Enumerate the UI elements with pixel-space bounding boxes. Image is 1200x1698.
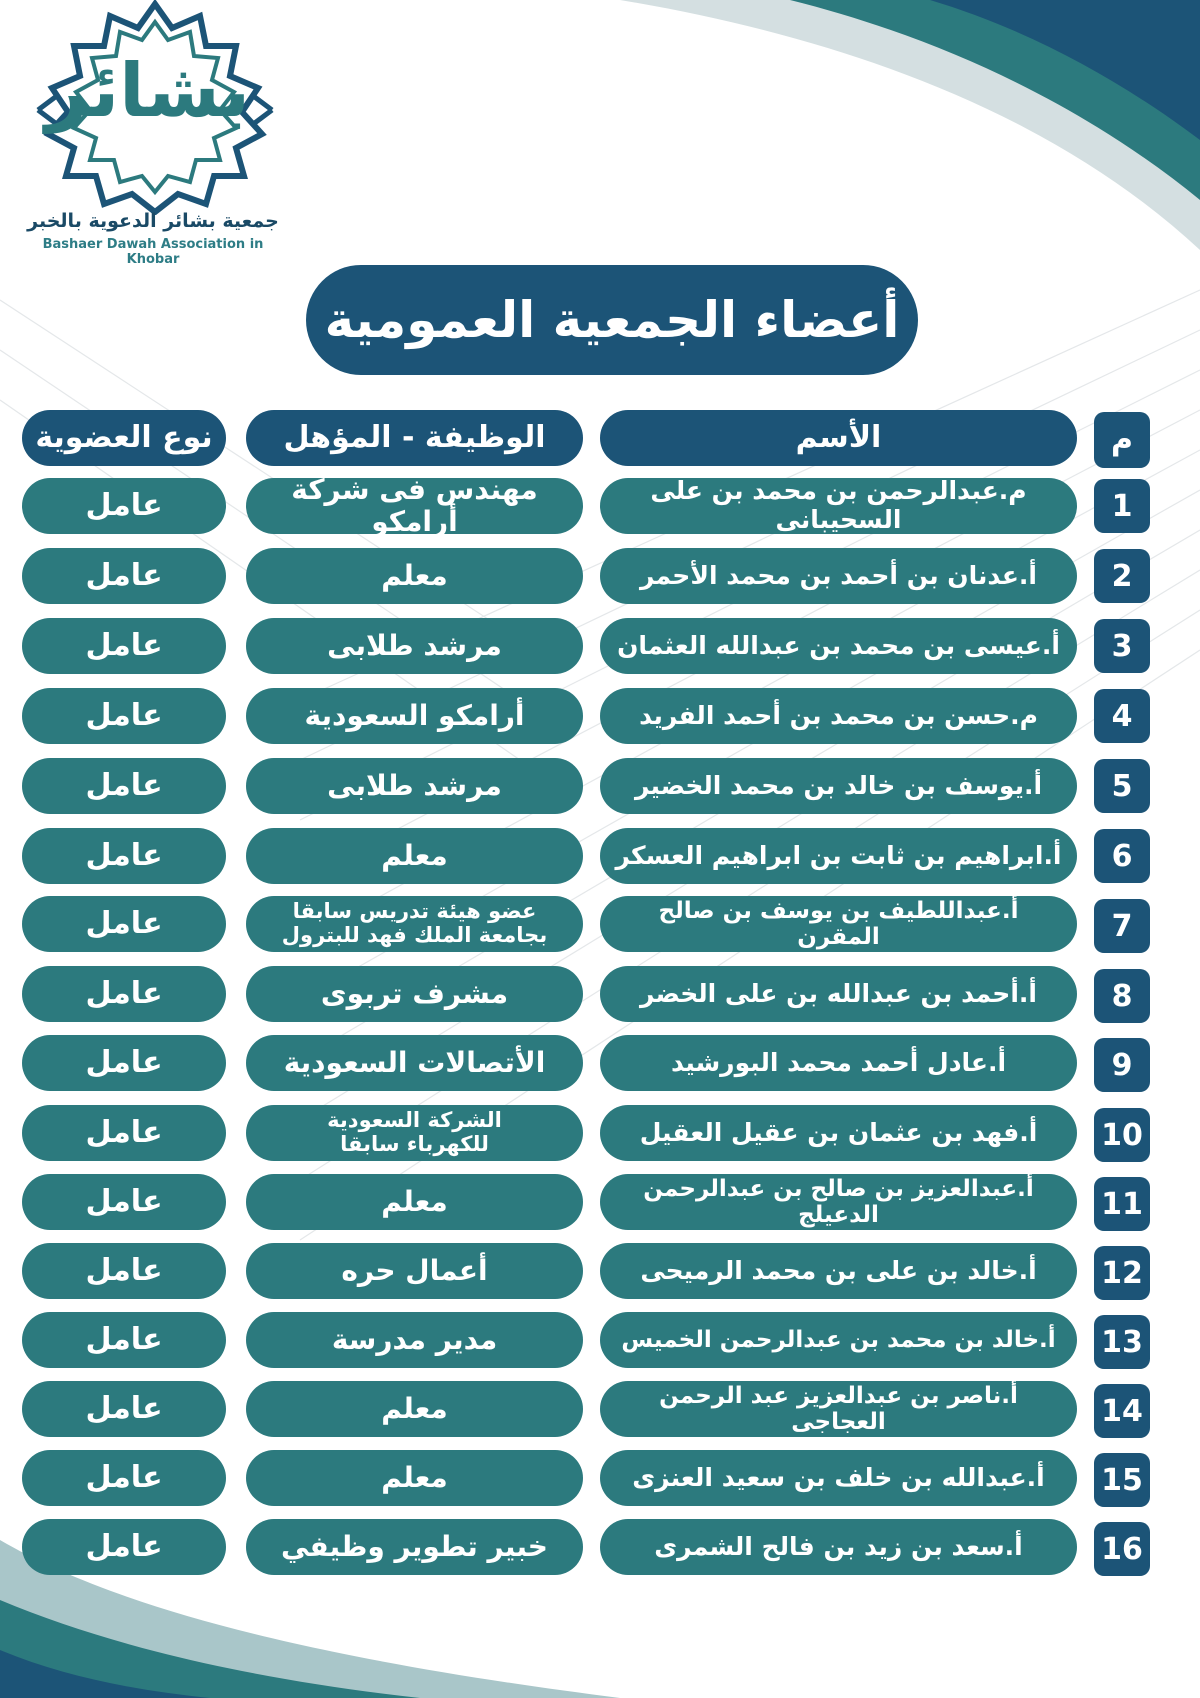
membership-type: عامل xyxy=(22,1519,226,1575)
header-index: م xyxy=(1094,412,1150,468)
membership-type: عامل xyxy=(22,618,226,674)
row-number: 13 xyxy=(1094,1315,1150,1369)
membership-type: عامل xyxy=(22,896,226,952)
member-job: أعمال حره xyxy=(246,1243,583,1299)
member-name: أ.فهد بن عثمان بن عقيل العقيل xyxy=(600,1105,1077,1161)
membership-type: عامل xyxy=(22,478,226,534)
member-job: معلم xyxy=(246,828,583,884)
row-number: 16 xyxy=(1094,1522,1150,1576)
member-job: مهندس فى شركة أرامكو xyxy=(246,478,583,534)
membership-type: عامل xyxy=(22,1381,226,1437)
member-name: أ.خالد بن على بن محمد الرميحى xyxy=(600,1243,1077,1299)
membership-type: عامل xyxy=(22,828,226,884)
member-name: أ.سعد بن زيد بن فالح الشمرى xyxy=(600,1519,1077,1575)
membership-type: عامل xyxy=(22,1174,226,1230)
member-job: معلم xyxy=(246,1381,583,1437)
member-name: أ.عبدالعزيز بن صالح بن عبدالرحمن الدعيلج xyxy=(600,1174,1077,1230)
member-job: معلم xyxy=(246,1174,583,1230)
member-job xyxy=(246,1105,583,1161)
logo-mark-text: بشائر xyxy=(45,48,250,134)
member-name: أ.عبداللطيف بن يوسف بن صالح المقرن xyxy=(600,896,1077,952)
member-job: خبير تطوير وظيفي xyxy=(246,1519,583,1575)
member-name: أ.ابراهيم بن ثابت بن ابراهيم العسكر xyxy=(600,828,1077,884)
row-number: 14 xyxy=(1094,1384,1150,1438)
member-job-line: للكهرباء سابقا xyxy=(340,1132,489,1156)
member-name: أ.ناصر بن عبدالعزيز عبد الرحمن العجاجى xyxy=(600,1381,1077,1437)
row-number: 12 xyxy=(1094,1246,1150,1300)
header-name: الأسم xyxy=(600,410,1077,466)
member-name: أ.عدنان بن أحمد بن محمد الأحمر xyxy=(600,548,1077,604)
row-number: 8 xyxy=(1094,969,1150,1023)
member-name: أ.خالد بن محمد بن عبدالرحمن الخميس xyxy=(600,1312,1077,1368)
row-number: 3 xyxy=(1094,619,1150,673)
member-name: أ.أحمد بن عبدالله بن على الخضر xyxy=(600,966,1077,1022)
row-number: 4 xyxy=(1094,689,1150,743)
membership-type: عامل xyxy=(22,1035,226,1091)
member-job: الأتصالات السعودية xyxy=(246,1035,583,1091)
member-job: مشرف تربوى xyxy=(246,966,583,1022)
row-number: 15 xyxy=(1094,1453,1150,1507)
member-name: أ.يوسف بن خالد بن محمد الخضير xyxy=(600,758,1077,814)
member-job-line: عضو هيئة تدريس سابقا xyxy=(292,899,537,924)
member-name: م.عبدالرحمن بن محمد بن على السحيبانى xyxy=(600,478,1077,534)
member-name: أ.عبدالله بن خلف بن سعيد العنزى xyxy=(600,1450,1077,1506)
membership-type: عامل xyxy=(22,688,226,744)
membership-type: عامل xyxy=(22,758,226,814)
logo-subtitle-arabic: جمعية بشائر الدعوية بالخبر xyxy=(27,210,279,232)
header-job: الوظيفة - المؤهل xyxy=(246,410,583,466)
member-job: مرشد طلابى xyxy=(246,618,583,674)
membership-type: عامل xyxy=(22,1312,226,1368)
member-name: أ.عادل أحمد محمد البورشيد xyxy=(600,1035,1077,1091)
member-job: أرامكو السعودية xyxy=(246,688,583,744)
row-number: 6 xyxy=(1094,829,1150,883)
row-number: 9 xyxy=(1094,1038,1150,1092)
membership-type: عامل xyxy=(22,966,226,1022)
page-title: أعضاء الجمعية العمومية xyxy=(306,265,918,375)
header-membership-type: نوع العضوية xyxy=(22,410,226,466)
logo-subtitle-english: Bashaer Dawah Association in Khobar xyxy=(42,237,264,267)
member-job: مدير مدرسة xyxy=(246,1312,583,1368)
association-logo xyxy=(0,0,310,267)
member-job-line: الشركة السعودية xyxy=(327,1108,502,1133)
membership-type: عامل xyxy=(22,548,226,604)
membership-type: عامل xyxy=(22,1450,226,1506)
member-name: م.حسن بن محمد بن أحمد الفريد xyxy=(600,688,1077,744)
row-number: 10 xyxy=(1094,1108,1150,1162)
row-number: 5 xyxy=(1094,759,1150,813)
row-number: 11 xyxy=(1094,1177,1150,1231)
member-job: مرشد طلابى xyxy=(246,758,583,814)
member-job: معلم xyxy=(246,1450,583,1506)
membership-type: عامل xyxy=(22,1243,226,1299)
row-number: 7 xyxy=(1094,899,1150,953)
member-job: معلم xyxy=(246,548,583,604)
row-number: 2 xyxy=(1094,549,1150,603)
membership-type: عامل xyxy=(22,1105,226,1161)
member-job xyxy=(246,896,583,952)
row-number: 1 xyxy=(1094,479,1150,533)
member-job-line: بجامعة الملك فهد للبترول xyxy=(281,923,548,947)
member-name: أ.عيسى بن محمد بن عبدالله العثمان xyxy=(600,618,1077,674)
